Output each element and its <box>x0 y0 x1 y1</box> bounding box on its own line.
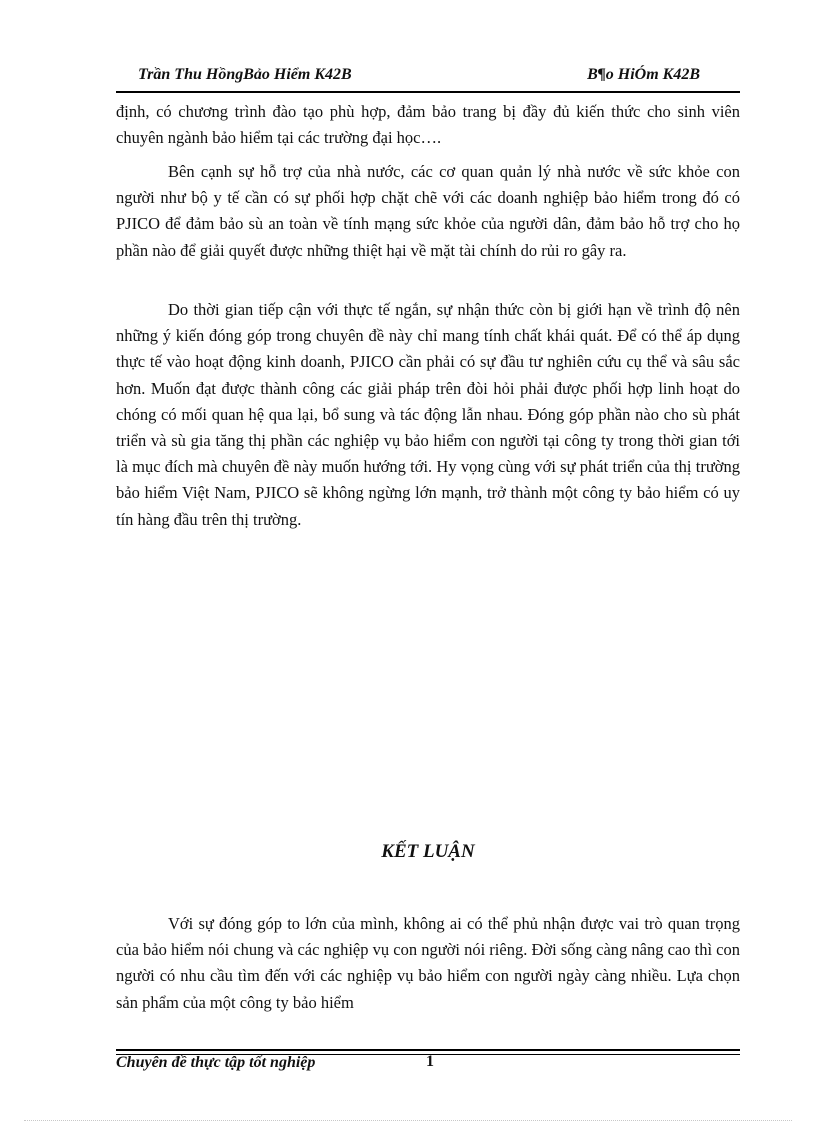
footer-title: Chuyên đề thực tập tốt nghiệp <box>116 1054 316 1071</box>
page-header <box>116 66 740 88</box>
body-paragraph-3: Do thời gian tiếp cận với thực tế ngắn, sự nhận thức còn bị giới hạn về trình độ nên những ý kiến đóng góp trong chuyên đề này chỉ mang tính chất khái quát. Để có thể áp dụng thực tế vào hoạt động kinh doanh, PJICO cần phải có sự đầu tư nghiên cứu cụ thể và sâu sắc hơn. Muốn đạt được thành công các giải pháp trên đòi hỏi phải được phối hợp linh hoạt do chóng có mối quan hệ qua lại, bổ sung và tác động lẫn nhau. Đóng góp phần nào cho sù phát triển và sù gia tăng thị phần các nghiệp vụ bảo hiểm con người tại công ty trong thời gian tới là mục đích mà chuyên đề này muốn hướng tới. Hy vọng cùng với sự phát triển của thị trường bảo hiểm Việt Nam, PJICO sẽ không ngừng lớn mạnh, trở thành một công ty bảo hiểm có uy tín hàng đầu trên thị trường. <box>116 300 740 529</box>
header-rule <box>116 91 740 93</box>
header-author-class: Trần Thu HồngBảo Hiểm K42B <box>138 66 352 83</box>
page-edge-dots <box>24 1120 792 1121</box>
conclusion-paragraph-1: Với sự đóng góp to lớn của mình, không ai có thể phủ nhận được vai trò quan trọng của bảo hiểm nói chung và các nghiệp vụ con người nói riêng. Đời sống càng nâng cao thì con người có nhu cầu tìm đến với các nghiệp vụ bảo hiểm con người ngày càng nhiều. Lựa chọn sản phẩm của một công ty bảo hiểm <box>116 914 740 1012</box>
body-paragraph-1: định, có chương trình đào tạo phù hợp, đảm bảo trang bị đầy đủ kiến thức cho sinh viên chuyên ngành bảo hiểm tại các trường đại học…. <box>116 102 740 148</box>
conclusion-heading: KẾT LUẬN <box>381 841 475 862</box>
page-number: 1 <box>426 1053 434 1070</box>
footer-rule-thick <box>116 1049 740 1051</box>
body-paragraph-2: Bên cạnh sự hỗ trợ của nhà nước, các cơ quan quản lý nhà nước về sức khỏe con người như bộ y tế cần có sự phối hợp chặt chẽ với các doanh nghiệp bảo hiểm trong đó có PJICO để đảm bảo sù an toàn về tính mạng sức khỏe của người dân, đảm bảo hỗ trợ cho họ phần nào để giải quyết được những thiệt hại về mặt tài chính do rủi ro gây ra. <box>116 162 740 260</box>
header-class-label: B¶o HiÓm K42B <box>587 66 700 83</box>
